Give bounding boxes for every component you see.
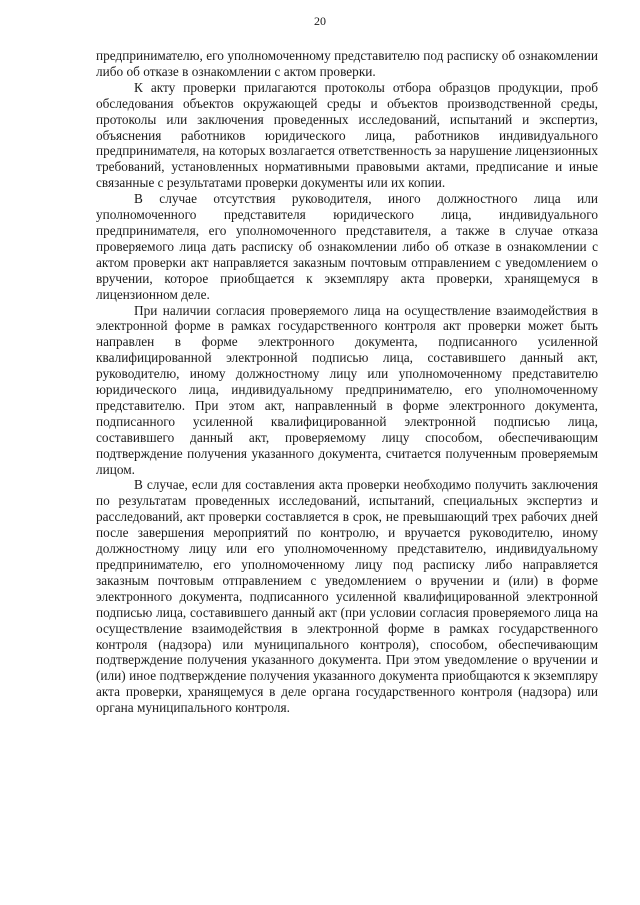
paragraph-electronic-interaction: При наличии согласия проверяемого лица на осуществление взаимодействия в электронной форме в рамках государственного контроля акт проверки может быть направлен в форме электронного документа, подписанного усиленной квалифицированной электронной подписью лица, составившего данный акт, руководителю, иному должностному лицу или уполномоченному представителю юридического лица, индивидуальному предпринимателю, его уполномоченному представителю. При этом акт, направленный в форме электронного документа, подписанного усиленной квалифицированной электронной подписью лица, составившего данный акт, проверяемому лицу способом, обеспечивающим подтверждение получения указанного документа, считается полученным проверяемым лицом. [96,302,598,477]
paragraph-absence-of-manager: В случае отсутствия руководителя, иного должностного лица или уполномоченного представителя юридического лица, индивидуального предпринимателя, его уполномоченного представителя, а также в случае отказа проверяемого лица дать расписку об ознакомлении либо об отказе в ознакомлении с актом проверки акт направляется заказным почтовым отправлением с уведомлением о вручении, которое приобщается к экземпляру акта проверки, хранящемуся в лицензионном деле. [96,191,598,302]
document-body [96,48,598,716]
paragraph-continuation: предпринимателю, его уполномоченному представителю под расписку об ознакомлении либо об отказе в ознакомлении с актом проверки. [96,48,598,79]
paragraph-conclusions-deadline: В случае, если для составления акта проверки необходимо получить заключения по результатам проведенных исследований, испытаний, специальных экспертиз и расследований, акт проверки составляется в срок, не превышающий трех рабочих дней после завершения мероприятий по контролю, и вручается руководителю, иному должностному лицу или его уполномоченному представителю, индивидуальному предпринимателю, его уполномоченному лицу под расписку либо направляется заказным почтовым отправлением с уведомлением о вручении и (или) в форме электронного документа, подписанного усиленной квалифицированной электронной подписью лица, составившего данный акт (при условии согласия проверяемого лица на осуществление взаимодействия в электронной форме в рамках государственного контроля (надзора) или муниципального контроля), способом, обеспечивающим подтверждение получения указанного документа. При этом уведомление о вручении и (или) иное подтверждение получения указанного документа приобщаются к экземпляру акта проверки, хранящемуся в деле органа государственного контроля (надзора) или органа муниципального контроля. [96,477,598,716]
paragraph-attachments: К акту проверки прилагаются протоколы отбора образцов продукции, проб обследования объектов окружающей среды и объектов производственной среды, протоколы или заключения проведенных исследований, испытаний и экспертиз, объяснения работников юридического лица, работников индивидуального предпринимателя, на которых возлагается ответственность за нарушение лицензионных требований, установленных нормативными правовыми актами, предписание и иные связанные с результатами проверки документы или их копии. [96,79,598,191]
page-number: 20 [314,14,326,28]
